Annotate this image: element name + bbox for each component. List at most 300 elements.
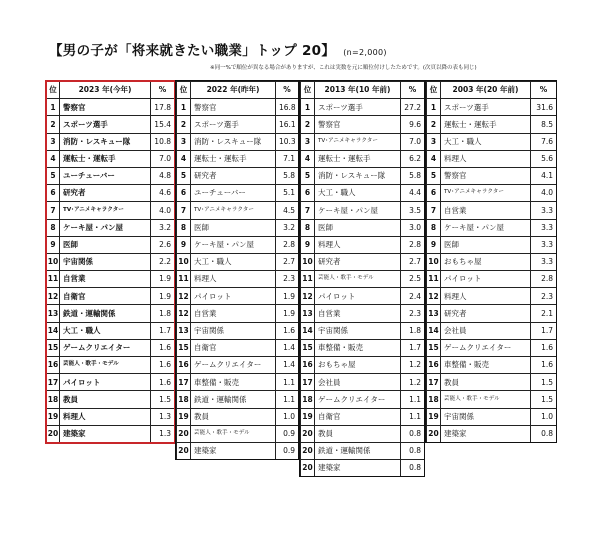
- table-row: [47, 167, 175, 184]
- percent-cell: 1.5: [531, 374, 557, 391]
- table-row: [47, 271, 175, 288]
- table-row: [47, 236, 175, 253]
- percent-cell: 0.8: [401, 442, 425, 459]
- percent-cell: 2.8: [531, 271, 557, 288]
- table-row: [47, 219, 175, 236]
- job-cell: スポーツ選手: [315, 99, 401, 116]
- job-cell: 大工・職人: [441, 133, 531, 150]
- table-row: [47, 305, 175, 322]
- rank-cell: 18: [301, 391, 315, 408]
- percent-cell: 1.3: [151, 408, 175, 425]
- table-row: [47, 322, 175, 339]
- percent-cell: 2.8: [401, 236, 425, 253]
- job-cell: 警察官: [441, 167, 531, 184]
- rank-cell: 11: [301, 271, 315, 288]
- table-row: [427, 150, 557, 167]
- job-cell: おもちゃ屋: [441, 253, 531, 270]
- table-row: [47, 391, 175, 408]
- table-row: [301, 271, 425, 288]
- table-row: [177, 357, 299, 374]
- job-cell: TV･アニメキャラクター: [191, 202, 276, 219]
- page-title: [49, 39, 387, 59]
- rank-cell: 9: [47, 236, 60, 253]
- table-row: [177, 271, 299, 288]
- percent-cell: 4.4: [401, 185, 425, 202]
- table-row: [177, 202, 299, 219]
- rank-cell: 13: [177, 322, 191, 339]
- rank-cell: 12: [177, 305, 191, 322]
- table-row: [177, 150, 299, 167]
- table-row: [427, 99, 557, 116]
- percent-cell: 0.8: [401, 460, 425, 477]
- table-row: [47, 408, 175, 425]
- percent-cell: 2.3: [401, 305, 425, 322]
- job-cell: 自営業: [60, 271, 151, 288]
- percent-cell: 7.0: [151, 150, 175, 167]
- rank-cell: 1: [177, 99, 191, 116]
- rank-column-header: 位: [427, 82, 441, 99]
- percent-cell: 1.2: [401, 374, 425, 391]
- table-header-row: [301, 82, 425, 99]
- sample-size: (n=2,000): [343, 48, 387, 57]
- job-cell: 車整備・販売: [315, 339, 401, 356]
- title-text: 【男の子が「将来就きたい職業」トップ 20】: [49, 43, 336, 59]
- rank-cell: 17: [47, 374, 60, 391]
- job-cell: ユーチューバー: [60, 167, 151, 184]
- year-column-header: 2022 年(昨年): [191, 82, 276, 99]
- job-cell: 運転士・運転手: [441, 116, 531, 133]
- rank-cell: 5: [47, 167, 60, 184]
- job-cell: TV･アニメキャラクター: [315, 133, 401, 150]
- percent-cell: 2.8: [276, 236, 299, 253]
- job-cell: 運転士・運転手: [60, 150, 151, 167]
- job-cell: 教員: [441, 374, 531, 391]
- job-cell: 医師: [441, 236, 531, 253]
- percent-cell: 4.0: [151, 202, 175, 219]
- job-cell: スポーツ選手: [60, 116, 151, 133]
- job-cell: 教員: [315, 425, 401, 442]
- table-row: [427, 408, 557, 425]
- table-row: [177, 391, 299, 408]
- percent-cell: 8.5: [531, 116, 557, 133]
- table-header-row: [47, 82, 175, 99]
- job-cell: 鉄道・運輸関係: [191, 391, 276, 408]
- percent-cell: 2.7: [276, 253, 299, 270]
- rank-cell: 1: [301, 99, 315, 116]
- percent-cell: 1.6: [531, 339, 557, 356]
- job-cell: スポーツ選手: [191, 116, 276, 133]
- percent-cell: 3.5: [401, 202, 425, 219]
- percent-cell: 0.9: [276, 425, 299, 442]
- percent-cell: 4.8: [151, 167, 175, 184]
- table-row: [47, 425, 175, 442]
- rank-cell: 6: [177, 185, 191, 202]
- percent-cell: 7.6: [531, 133, 557, 150]
- table-header-row: [427, 82, 557, 99]
- percent-cell: 1.8: [151, 305, 175, 322]
- job-cell: 教員: [60, 391, 151, 408]
- table-row: [301, 288, 425, 305]
- percent-column-header: %: [531, 82, 557, 99]
- percent-cell: 2.4: [401, 288, 425, 305]
- percent-cell: 7.1: [276, 150, 299, 167]
- job-cell: ゲームクリエイター: [60, 339, 151, 356]
- job-cell: ケーキ屋・パン屋: [441, 219, 531, 236]
- job-cell: 建築家: [315, 460, 401, 477]
- rank-cell: 20: [427, 425, 441, 442]
- rank-cell: 16: [427, 357, 441, 374]
- job-cell: 料理人: [315, 236, 401, 253]
- job-cell: 車整備・販売: [191, 374, 276, 391]
- rank-cell: 19: [177, 408, 191, 425]
- job-cell: ケーキ屋・パン屋: [60, 219, 151, 236]
- rank-cell: 11: [427, 271, 441, 288]
- job-cell: 自衛官: [191, 339, 276, 356]
- job-cell: 車整備・販売: [441, 357, 531, 374]
- job-cell: 大工・職人: [191, 253, 276, 270]
- rank-cell: 20: [47, 425, 60, 442]
- percent-cell: 2.3: [276, 271, 299, 288]
- table-row: [301, 116, 425, 133]
- ranking-table-2022: [176, 81, 299, 460]
- rank-cell: 20: [177, 425, 191, 442]
- table-row: [177, 99, 299, 116]
- job-cell: 料理人: [441, 150, 531, 167]
- percent-cell: 3.2: [151, 219, 175, 236]
- job-cell: 医師: [315, 219, 401, 236]
- job-cell: 消防・レスキュー隊: [315, 167, 401, 184]
- rank-column-header: 位: [301, 82, 315, 99]
- table-row: [177, 253, 299, 270]
- job-cell: 警察官: [191, 99, 276, 116]
- table-row: [427, 236, 557, 253]
- percent-cell: 3.3: [531, 219, 557, 236]
- table-row: [47, 133, 175, 150]
- job-cell: パイロット: [60, 374, 151, 391]
- rank-cell: 4: [177, 150, 191, 167]
- percent-cell: 5.8: [401, 167, 425, 184]
- job-cell: 消防・レスキュー隊: [191, 133, 276, 150]
- percent-cell: 1.6: [276, 322, 299, 339]
- rank-cell: 12: [427, 288, 441, 305]
- rank-cell: 12: [177, 288, 191, 305]
- job-cell: スポーツ選手: [441, 99, 531, 116]
- rank-cell: 16: [301, 357, 315, 374]
- job-cell: 医師: [191, 219, 276, 236]
- percent-cell: 1.9: [276, 305, 299, 322]
- table-row: [427, 253, 557, 270]
- job-cell: ゲームクリエイター: [441, 339, 531, 356]
- percent-cell: 1.5: [531, 391, 557, 408]
- percent-cell: 2.6: [151, 236, 175, 253]
- rank-cell: 16: [177, 357, 191, 374]
- job-cell: 会社員: [441, 322, 531, 339]
- job-cell: 研究者: [315, 253, 401, 270]
- rank-cell: 14: [47, 322, 60, 339]
- rank-cell: 14: [427, 322, 441, 339]
- percent-cell: 2.2: [151, 253, 175, 270]
- percent-cell: 3.3: [531, 253, 557, 270]
- rank-cell: 9: [177, 236, 191, 253]
- percent-cell: 1.6: [151, 374, 175, 391]
- table-row: [427, 271, 557, 288]
- table-row: [177, 374, 299, 391]
- job-cell: 運転士・運転手: [315, 150, 401, 167]
- percent-cell: 0.9: [276, 442, 299, 459]
- job-cell: 建築家: [191, 442, 276, 459]
- rank-cell: 11: [47, 271, 60, 288]
- table-row: [301, 339, 425, 356]
- table-row: [301, 357, 425, 374]
- percent-cell: 1.6: [151, 339, 175, 356]
- percent-cell: 1.5: [151, 391, 175, 408]
- job-cell: 自営業: [441, 202, 531, 219]
- rank-cell: 6: [301, 185, 315, 202]
- year-column-header: 2013 年(10 年前): [315, 82, 401, 99]
- rank-cell: 10: [301, 253, 315, 270]
- table-row: [301, 99, 425, 116]
- percent-cell: 4.5: [276, 202, 299, 219]
- rank-cell: 10: [427, 253, 441, 270]
- table-row: [301, 374, 425, 391]
- job-cell: パイロット: [191, 288, 276, 305]
- table-row: [177, 167, 299, 184]
- job-cell: 芸能人・歌手・モデル: [191, 425, 276, 442]
- job-cell: TV･アニメキャラクター: [441, 185, 531, 202]
- job-cell: 芸能人・歌手・モデル: [315, 271, 401, 288]
- percent-cell: 0.8: [531, 425, 557, 442]
- rank-cell: 20: [177, 442, 191, 459]
- rank-cell: 17: [427, 374, 441, 391]
- percent-cell: 1.0: [531, 408, 557, 425]
- table-row: [301, 322, 425, 339]
- rank-cell: 3: [301, 133, 315, 150]
- percent-cell: 16.1: [276, 116, 299, 133]
- percent-column-header: %: [401, 82, 425, 99]
- percent-cell: 1.1: [401, 408, 425, 425]
- rank-cell: 15: [47, 339, 60, 356]
- rank-cell: 6: [427, 185, 441, 202]
- rank-cell: 20: [301, 460, 315, 477]
- rank-cell: 6: [47, 185, 60, 202]
- table-row: [427, 288, 557, 305]
- footnote: ※同一%で順位が異なる場合がありますが、これは実数を元に順位付けしたためです。(次頁以降の表も同じ): [210, 65, 477, 71]
- table-row: [301, 167, 425, 184]
- table-row: [177, 219, 299, 236]
- table-row: [427, 167, 557, 184]
- job-cell: 自営業: [191, 305, 276, 322]
- rank-cell: 18: [47, 391, 60, 408]
- rank-cell: 7: [427, 202, 441, 219]
- table-row: [427, 357, 557, 374]
- rank-cell: 5: [177, 167, 191, 184]
- rank-cell: 4: [427, 150, 441, 167]
- percent-cell: 5.6: [531, 150, 557, 167]
- rank-cell: 17: [301, 374, 315, 391]
- table-row: [301, 425, 425, 442]
- table-row: [427, 339, 557, 356]
- year-column-header: 2023 年(今年): [60, 82, 151, 99]
- rank-cell: 9: [427, 236, 441, 253]
- table-row: [427, 219, 557, 236]
- job-cell: 研究者: [60, 185, 151, 202]
- percent-cell: 27.2: [401, 99, 425, 116]
- ranking-table-2013: [300, 81, 425, 477]
- table-row: [47, 339, 175, 356]
- table-row: [427, 133, 557, 150]
- job-cell: 宇宙関係: [441, 408, 531, 425]
- job-cell: 芸能人・歌手・モデル: [441, 391, 531, 408]
- table-row: [427, 391, 557, 408]
- rank-cell: 13: [301, 305, 315, 322]
- rank-column-header: 位: [177, 82, 191, 99]
- rank-cell: 18: [427, 391, 441, 408]
- percent-cell: 9.6: [401, 116, 425, 133]
- job-cell: 自衛官: [315, 408, 401, 425]
- rank-cell: 10: [177, 253, 191, 270]
- job-cell: 芸能人・歌手・モデル: [60, 357, 151, 374]
- table-row: [177, 236, 299, 253]
- table-row: [301, 391, 425, 408]
- job-cell: 建築家: [441, 425, 531, 442]
- table-row: [301, 150, 425, 167]
- table-row: [301, 219, 425, 236]
- table-row: [47, 357, 175, 374]
- table-row: [47, 185, 175, 202]
- table-row: [301, 236, 425, 253]
- table-row: [301, 460, 425, 477]
- rank-cell: 4: [301, 150, 315, 167]
- percent-cell: 1.6: [531, 357, 557, 374]
- percent-cell: 2.1: [531, 305, 557, 322]
- rank-cell: 8: [177, 219, 191, 236]
- table-row: [47, 253, 175, 270]
- percent-cell: 1.4: [276, 339, 299, 356]
- job-cell: TV･アニメキャラクター: [60, 202, 151, 219]
- table-row: [47, 202, 175, 219]
- percent-cell: 1.0: [276, 408, 299, 425]
- percent-cell: 1.7: [401, 339, 425, 356]
- percent-cell: 3.0: [401, 219, 425, 236]
- rank-cell: 12: [47, 288, 60, 305]
- rank-cell: 1: [47, 99, 60, 116]
- rank-cell: 19: [427, 408, 441, 425]
- rank-cell: 11: [177, 271, 191, 288]
- percent-cell: 1.9: [151, 288, 175, 305]
- percent-cell: 10.8: [151, 133, 175, 150]
- job-cell: 宇宙関係: [315, 322, 401, 339]
- rank-cell: 18: [177, 391, 191, 408]
- rank-cell: 8: [427, 219, 441, 236]
- percent-cell: 4.6: [151, 185, 175, 202]
- table-row: [47, 374, 175, 391]
- table-row: [177, 442, 299, 459]
- table-row: [301, 305, 425, 322]
- rank-cell: 7: [177, 202, 191, 219]
- table-row: [427, 305, 557, 322]
- rank-cell: 2: [427, 116, 441, 133]
- percent-cell: 7.0: [401, 133, 425, 150]
- table-row: [177, 339, 299, 356]
- job-cell: 宇宙関係: [191, 322, 276, 339]
- percent-cell: 1.9: [151, 271, 175, 288]
- job-cell: 建築家: [60, 425, 151, 442]
- rank-cell: 16: [47, 357, 60, 374]
- rank-cell: 13: [427, 305, 441, 322]
- table-row: [47, 116, 175, 133]
- table-row: [301, 442, 425, 459]
- percent-cell: 0.8: [401, 425, 425, 442]
- rank-cell: 12: [301, 288, 315, 305]
- percent-cell: 1.8: [401, 322, 425, 339]
- rank-cell: 3: [427, 133, 441, 150]
- table-row: [301, 253, 425, 270]
- rank-cell: 5: [427, 167, 441, 184]
- job-cell: 料理人: [60, 408, 151, 425]
- rank-cell: 9: [301, 236, 315, 253]
- ranking-table-2023: [46, 81, 175, 443]
- rank-cell: 5: [301, 167, 315, 184]
- rank-cell: 2: [177, 116, 191, 133]
- rank-cell: 15: [301, 339, 315, 356]
- job-cell: 警察官: [315, 116, 401, 133]
- job-cell: 研究者: [441, 305, 531, 322]
- table-row: [427, 116, 557, 133]
- job-cell: 研究者: [191, 167, 276, 184]
- percent-cell: 1.7: [151, 322, 175, 339]
- job-cell: ゲームクリエイター: [191, 357, 276, 374]
- rank-cell: 20: [301, 425, 315, 442]
- rank-cell: 10: [47, 253, 60, 270]
- percent-cell: 31.6: [531, 99, 557, 116]
- job-cell: 医師: [60, 236, 151, 253]
- rank-cell: 7: [47, 202, 60, 219]
- job-cell: 自衛官: [60, 288, 151, 305]
- percent-cell: 1.7: [531, 322, 557, 339]
- rank-cell: 3: [177, 133, 191, 150]
- job-cell: 大工・職人: [315, 185, 401, 202]
- table-row: [427, 374, 557, 391]
- table-row: [301, 133, 425, 150]
- table-row: [177, 305, 299, 322]
- rank-cell: 14: [301, 322, 315, 339]
- job-cell: 教員: [191, 408, 276, 425]
- table-row: [47, 150, 175, 167]
- table-row: [47, 99, 175, 116]
- rank-cell: 19: [301, 408, 315, 425]
- percent-cell: 3.3: [531, 202, 557, 219]
- percent-cell: 16.8: [276, 99, 299, 116]
- percent-cell: 2.3: [531, 288, 557, 305]
- table-row: [301, 202, 425, 219]
- table-row: [427, 202, 557, 219]
- percent-cell: 1.1: [401, 391, 425, 408]
- rank-cell: 2: [301, 116, 315, 133]
- percent-cell: 3.3: [531, 236, 557, 253]
- table-row: [427, 185, 557, 202]
- rank-cell: 20: [301, 442, 315, 459]
- table-row: [177, 322, 299, 339]
- percent-cell: 1.3: [151, 425, 175, 442]
- percent-cell: 1.2: [401, 357, 425, 374]
- table-row: [47, 288, 175, 305]
- job-cell: パイロット: [441, 271, 531, 288]
- job-cell: 大工・職人: [60, 322, 151, 339]
- rank-column-header: 位: [47, 82, 60, 99]
- table-row: [301, 185, 425, 202]
- job-cell: 会社員: [315, 374, 401, 391]
- job-cell: ケーキ屋・パン屋: [191, 236, 276, 253]
